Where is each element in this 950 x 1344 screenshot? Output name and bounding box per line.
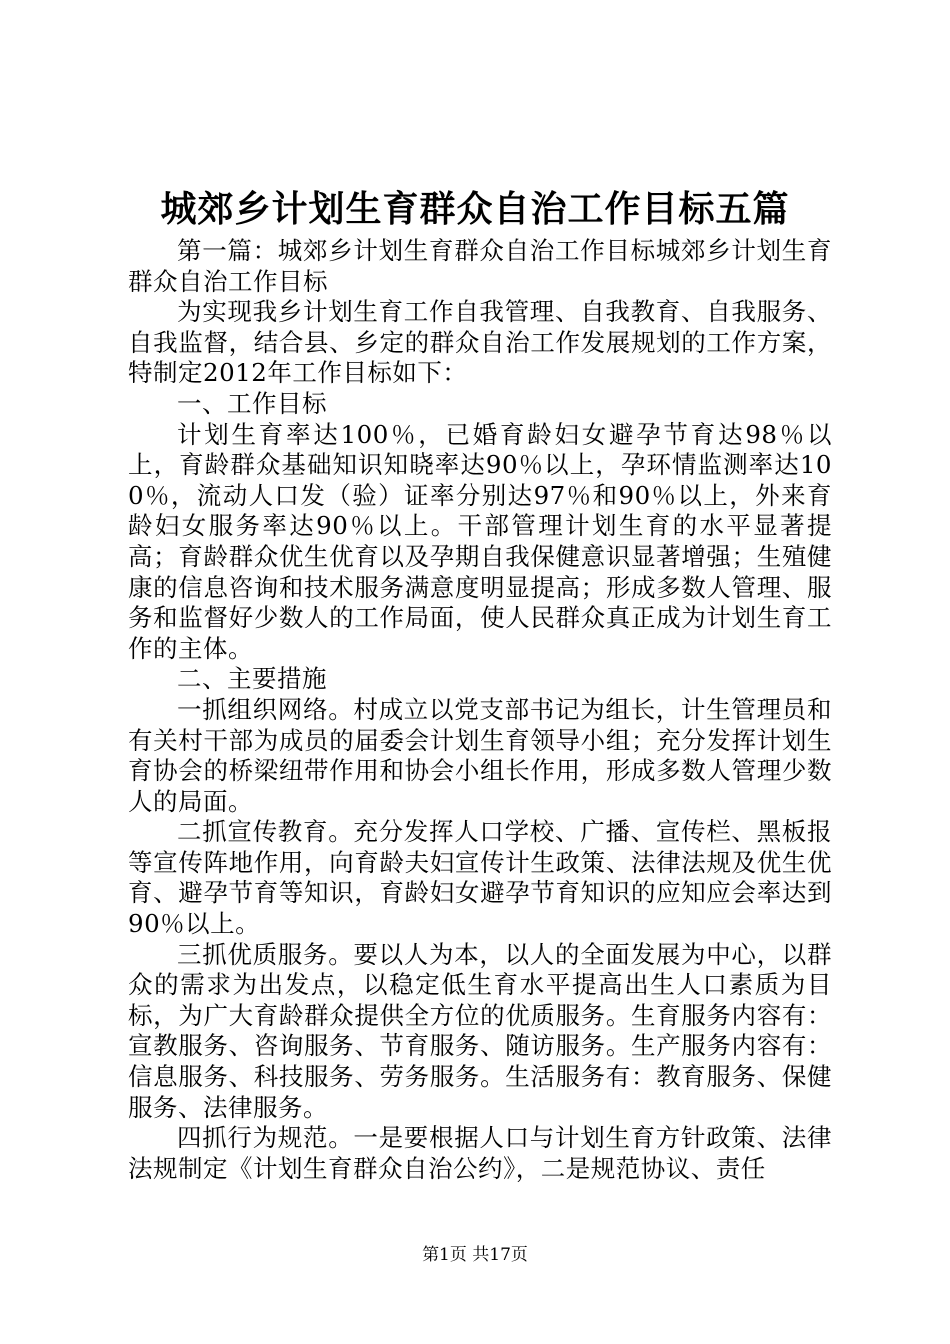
paragraph-measure-publicity: 二抓宣传教育。充分发挥人口学校、广播、宣传栏、黑板报等宣传阵地作用，向育龄夫妇宣传计生政策、法律法规及优生优育、避孕节育等知识，育龄妇女避孕节育知识的应知应会率达到90％以上。 (128, 817, 832, 939)
section-heading-goals: 一、工作目标 (177, 388, 327, 418)
paragraph-measure-organization: 一抓组织网络。村成立以党支部书记为组长，计生管理员和有关村干部为成员的届委会计划生育领导小组；充分发挥计划生育协会的桥梁纽带作用和协会小组长作用，形成多数人管理少数人的局面。 (128, 694, 832, 816)
page-number-footer: 第1页 共17页 (422, 1245, 528, 1265)
document-title: 城郊乡计划生育群众自治工作目标五篇 (160, 188, 790, 230)
paragraph-measure-service: 三抓优质服务。要以人为本，以人的全面发展为中心，以群众的需求为出发点，以稳定低生育水平提高出生人口素质为目标，为广大育龄群众提供全方位的优质服务。生育服务内容有：宣教服务、咨询服务、节育服务、随访服务。生产服务内容有：信息服务、科技服务、劳务服务。生活服务有：教育服务、保健服务、法律服务。 (128, 939, 832, 1122)
section-heading-measures: 二、主要措施 (177, 664, 327, 694)
paragraph-measure-conduct: 四抓行为规范。一是要根据人口与计划生育方针政策、法律法规制定《计划生育群众自治公约》，二是规范协议、责任 (128, 1123, 832, 1183)
document-body (128, 236, 832, 1184)
paragraph-purpose: 为实现我乡计划生育工作自我管理、自我教育、自我服务、自我监督，结合县、乡定的群众自治工作发展规划的工作方案，特制定2012年工作目标如下： (128, 297, 832, 388)
paragraph-goals: 计划生育率达100％，已婚育龄妇女避孕节育达98％以上，育龄群众基础知识知晓率达90％以上，孕环情监测率达100％，流动人口发（验）证率分别达97％和90％以上，外来育龄妇女服务率达90％以上。干部管理计划生育的水平显著提高；育龄群众优生优育以及孕期自我保健意识显著增强；生殖健康的信息咨询和技术服务满意度明显提高；形成多数人管理、服务和监督好少数人的工作局面，使人民群众真正成为计划生育工作的主体。 (128, 419, 832, 663)
paragraph-intro-heading: 第一篇：城郊乡计划生育群众自治工作目标城郊乡计划生育群众自治工作目标 (128, 236, 832, 296)
